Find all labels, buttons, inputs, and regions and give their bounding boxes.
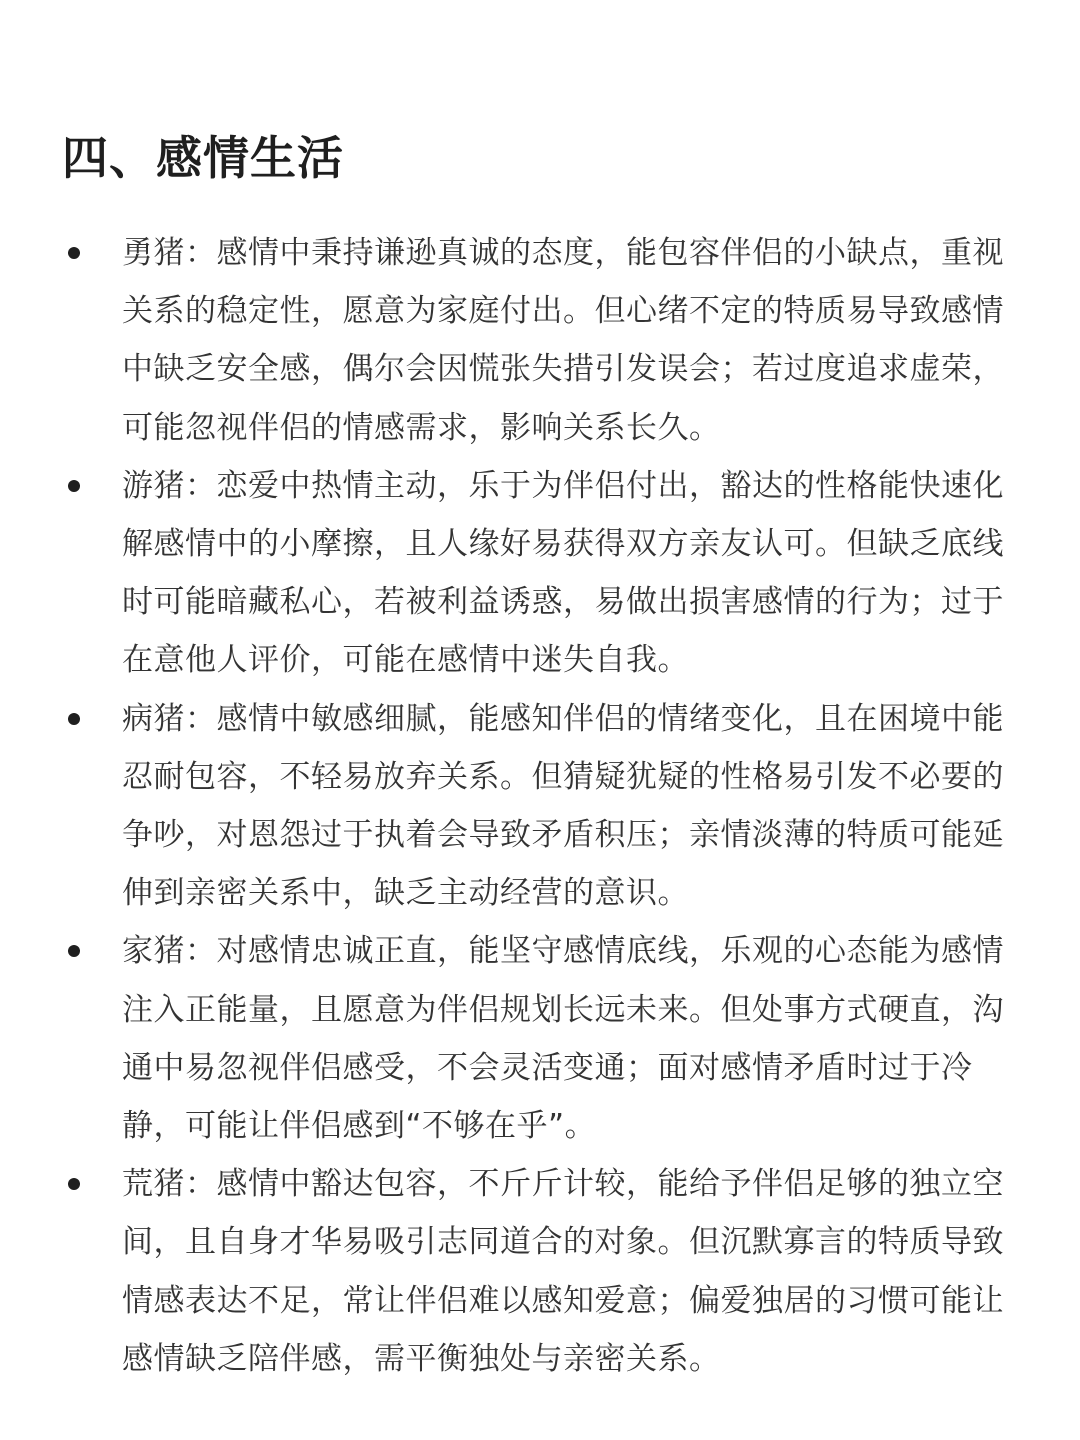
list-item-text: 游猪：恋爱中热情主动，乐于为伴侣付出，豁达的性格能快速化解感情中的小摩擦，且人缘好易获得双方亲友认可。但缺乏底线时可能暗藏私心，若被利益诱惑，易做出损害感情的行为；过于在意他人评价，可能在感情中迷失自我。 [122, 467, 1004, 679]
bullet-icon [68, 247, 80, 259]
list-item-text: 病猪：感情中敏感细腻，能感知伴侣的情绪变化，且在困境中能忍耐包容，不轻易放弃关系。但猜疑犹疑的性格易引发不必要的争吵，对恩怨过于执着会导致矛盾积压；亲情淡薄的特质可能延伸到亲密关系中，缺乏主动经营的意识。 [122, 700, 1004, 912]
bullet-icon [68, 945, 80, 957]
bullet-list [0, 224, 1080, 1388]
bullet-icon [68, 480, 80, 492]
list-item-text: 荒猪：感情中豁达包容，不斤斤计较，能给予伴侣足够的独立空间，且自身才华易吸引志同道合的对象。但沉默寡言的特质导致情感表达不足，常让伴侣难以感知爱意；偏爱独居的习惯可能让感情缺乏陪伴感，需平衡独处与亲密关系。 [122, 1166, 1004, 1377]
list-item-text: 家猪：对感情忠诚正直，能坚守感情底线，乐观的心态能为感情注入正能量，且愿意为伴侣规划长远未来。但处事方式硬直，沟通中易忽视伴侣感受，不会灵活变通；面对感情矛盾时过于冷静，可能让伴侣感到“不够在乎”。 [122, 933, 1004, 1145]
section-title: 四、感情生活 [62, 131, 344, 185]
bullet-icon [68, 1178, 80, 1190]
list-item [0, 690, 1080, 923]
list-item-text: 勇猪：感情中秉持谦逊真诚的态度，能包容伴侣的小缺点，重视关系的稳定性，愿意为家庭付出。但心绪不定的特质易导致感情中缺乏安全感，偶尔会因慌张失措引发误会；若过度追求虚荣，可能忽视伴侣的情感需求，影响关系长久。 [122, 235, 1004, 446]
list-item [0, 457, 1080, 690]
list-item [0, 1155, 1080, 1388]
list-item [0, 922, 1080, 1155]
list-item [0, 224, 1080, 457]
bullet-icon [68, 713, 80, 725]
